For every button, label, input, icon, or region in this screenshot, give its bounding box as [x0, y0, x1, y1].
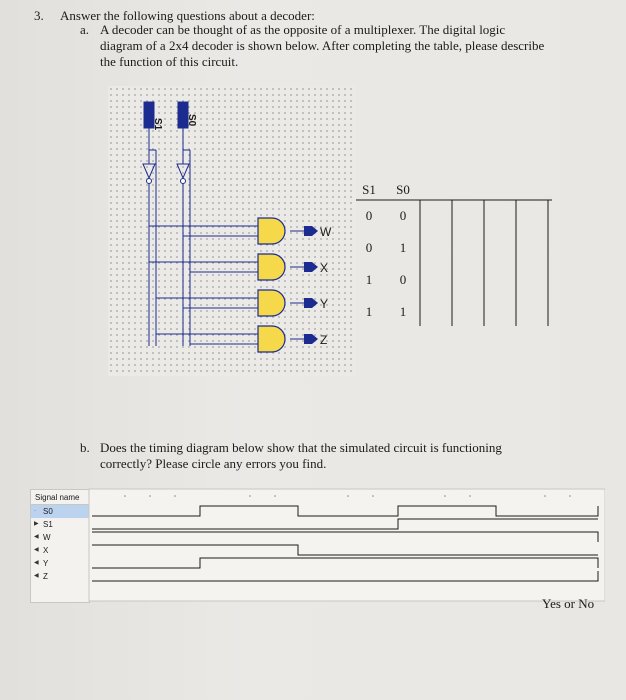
output-pin-w — [304, 226, 318, 236]
tt-row1-s1: 0 — [365, 208, 373, 223]
signal-dot-icon: · — [34, 508, 36, 514]
question-number: 3. — [34, 8, 44, 23]
and-gate-w — [258, 218, 285, 244]
output-pin-y — [304, 298, 318, 308]
part-b-line-2: correctly? Please circle any errors you find. — [100, 456, 327, 471]
part-b-prompt — [80, 440, 580, 472]
decoder-circuit-svg — [108, 86, 356, 376]
part-a-prompt — [80, 22, 600, 70]
timing-waveforms — [30, 488, 605, 602]
output-label-x: X — [320, 261, 329, 275]
tt-row2-s1: 0 — [365, 240, 373, 255]
signal-name-header: Signal name — [31, 490, 89, 505]
signal-label-s1: S1 — [43, 520, 53, 529]
yes-or-no-prompt: Yes or No — [542, 596, 595, 611]
part-b-label: b. — [80, 440, 90, 455]
output-pin-z — [304, 334, 318, 344]
output-arrow-icon: ◀ — [34, 560, 39, 566]
tt-row3-s1: 1 — [365, 272, 373, 287]
tt-header-s0: S0 — [396, 182, 410, 197]
input-arrow-icon: ▶ — [34, 521, 39, 527]
part-a-line-2: diagram of a 2x4 decoder is shown below. After completing the table, please describe — [100, 38, 545, 53]
output-label-w: W — [320, 225, 332, 239]
tt-header-s1: S1 — [362, 182, 376, 197]
part-a-label: a. — [80, 22, 90, 37]
and-gate-x — [258, 254, 285, 280]
input-label-s1: S1 — [152, 118, 163, 131]
output-pin-x — [304, 262, 318, 272]
signal-label-x: X — [43, 546, 49, 555]
output-arrow-icon: ◀ — [34, 573, 39, 579]
signal-label-w: W — [43, 533, 51, 542]
signal-label-z: Z — [43, 572, 48, 581]
part-a-line-3: the function of this circuit. — [100, 54, 239, 69]
and-gate-z — [258, 326, 285, 352]
tt-row4-s0: 1 — [399, 304, 407, 319]
not-gate-s1 — [143, 164, 155, 178]
part-b-line-1: Does the timing diagram below show that the simulated circuit is functioning — [100, 440, 502, 455]
output-label-y: Y — [320, 297, 329, 311]
part-a-line-1: A decoder can be thought of as the opposite of a multiplexer. The digital logic — [100, 22, 506, 37]
tt-row4-s1: 1 — [365, 304, 373, 319]
output-label-z: Z — [320, 333, 328, 347]
output-arrow-icon: ◀ — [34, 534, 39, 540]
signal-label-y: Y — [43, 559, 49, 568]
decoder-circuit-diagram — [108, 86, 356, 376]
output-arrow-icon: ◀ — [34, 547, 39, 553]
input-label-s0: S0 — [186, 114, 197, 127]
question-text: Answer the following questions about a decoder: — [60, 8, 315, 23]
and-gate-y — [258, 290, 285, 316]
tt-row2-s0: 1 — [399, 240, 407, 255]
signal-label-s0: S0 — [43, 507, 53, 516]
tt-row1-s0: 0 — [399, 208, 407, 223]
not-gate-s0 — [177, 164, 189, 178]
tt-row3-s0: 0 — [399, 272, 407, 287]
